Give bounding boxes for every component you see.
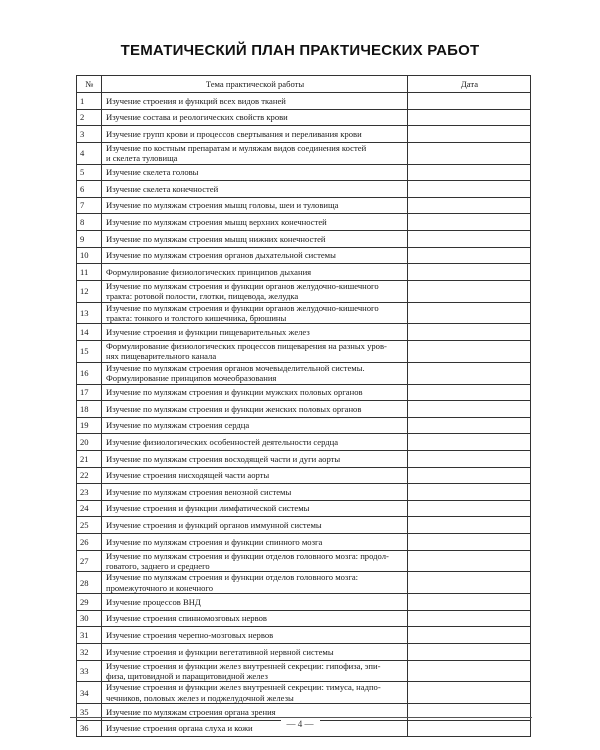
topic-line: тракта: ротовой полости, глотки, пищевода, желудка — [106, 291, 299, 302]
topic-line: Изучение по муляжам строения органов мочевыделительной системы. — [106, 362, 365, 373]
topic-line: Изучение строения и функции пищеварительных желез — [106, 326, 310, 337]
topic-line: Изучение строения и функции вегетативной нервной системы — [106, 646, 334, 657]
table-row — [77, 264, 531, 281]
table-row — [77, 660, 531, 682]
topic-line: Изучение скелета головы — [106, 167, 199, 178]
table-row — [77, 500, 531, 517]
row-date[interactable] — [408, 533, 531, 550]
topic-line: тракта: тонкого и толстого кишечника, брюшины — [106, 312, 287, 323]
table-row — [77, 627, 531, 644]
table-row — [77, 324, 531, 341]
row-date[interactable] — [408, 126, 531, 143]
row-number: 16 — [77, 362, 102, 384]
row-number: 1 — [77, 93, 102, 110]
row-date[interactable] — [408, 93, 531, 110]
row-date[interactable] — [408, 660, 531, 682]
table-row — [77, 247, 531, 264]
topic-line: Изучение по костным препаратам и муляжам видов соединения костей — [106, 142, 367, 153]
table-row — [77, 197, 531, 214]
row-date[interactable] — [408, 362, 531, 384]
table-row — [77, 214, 531, 231]
table-row — [77, 302, 531, 324]
row-topic — [102, 362, 408, 384]
row-date[interactable] — [408, 280, 531, 302]
topic-line: Изучение по муляжам строения мышц головы, шеи и туловища — [106, 200, 339, 211]
row-topic — [102, 660, 408, 682]
row-topic — [102, 340, 408, 362]
row-number: 31 — [77, 627, 102, 644]
row-topic — [102, 467, 408, 484]
row-date[interactable] — [408, 197, 531, 214]
topic-line: Изучение по муляжам строения венозной системы — [106, 486, 292, 497]
row-number: 21 — [77, 450, 102, 467]
row-number: 6 — [77, 181, 102, 198]
row-topic — [102, 214, 408, 231]
row-number: 7 — [77, 197, 102, 214]
topic-line: Изучение по муляжам строения восходящей части и дуги аорты — [106, 453, 341, 464]
row-topic — [102, 517, 408, 534]
row-topic — [102, 264, 408, 281]
table-row — [77, 417, 531, 434]
table-row — [77, 450, 531, 467]
table-row — [77, 517, 531, 534]
topic-line: Изучение по муляжам строения мышц нижних конечностей — [106, 233, 326, 244]
table-row — [77, 142, 531, 164]
table-row — [77, 93, 531, 110]
row-topic — [102, 682, 408, 704]
table-row — [77, 550, 531, 572]
row-number: 36 — [77, 720, 102, 737]
table-row — [77, 467, 531, 484]
row-topic — [102, 302, 408, 324]
row-date[interactable] — [408, 610, 531, 627]
row-topic — [102, 434, 408, 451]
row-topic — [102, 126, 408, 143]
table-row — [77, 610, 531, 627]
table-row — [77, 109, 531, 126]
row-number: 4 — [77, 142, 102, 164]
row-date[interactable] — [408, 164, 531, 181]
topic-line: Изучение строения органа слуха и кожи — [106, 723, 253, 734]
row-date[interactable] — [408, 627, 531, 644]
table-row — [77, 181, 531, 198]
table-row — [77, 164, 531, 181]
row-date[interactable] — [408, 302, 531, 324]
row-number: 8 — [77, 214, 102, 231]
table-row — [77, 362, 531, 384]
topic-line: Изучение процессов ВНД — [106, 596, 201, 607]
table-row — [77, 572, 531, 594]
row-number: 30 — [77, 610, 102, 627]
table-row — [77, 401, 531, 418]
row-topic — [102, 401, 408, 418]
row-date[interactable] — [408, 450, 531, 467]
row-topic — [102, 417, 408, 434]
row-number: 23 — [77, 484, 102, 501]
table-row — [77, 126, 531, 143]
row-topic — [102, 610, 408, 627]
column-header-num: № — [77, 76, 102, 93]
row-topic — [102, 197, 408, 214]
row-topic — [102, 142, 408, 164]
row-topic — [102, 550, 408, 572]
page-number: — 4 — — [281, 719, 320, 729]
table-row — [77, 340, 531, 362]
page-number-wrap — [0, 719, 600, 729]
row-topic — [102, 594, 408, 611]
topic-line: Изучение по муляжам строения и функции женских половых органов — [106, 403, 362, 414]
row-topic — [102, 109, 408, 126]
topic-line: Изучение строения и функций органов иммунной системы — [106, 519, 322, 530]
row-number: 33 — [77, 660, 102, 682]
topic-line: Изучение по муляжам строения и функции мужских половых органов — [106, 387, 363, 398]
table-row — [77, 682, 531, 704]
row-number: 34 — [77, 682, 102, 704]
table-row — [77, 594, 531, 611]
topic-line: Изучение по муляжам строения и функции спинного мозга — [106, 536, 323, 547]
row-number: 10 — [77, 247, 102, 264]
topic-line: Формулирование физиологических процессов пищеварения на разных уров- — [106, 340, 387, 351]
row-date[interactable] — [408, 230, 531, 247]
topic-line: Изучение по муляжам строения сердца — [106, 420, 250, 431]
row-date[interactable] — [408, 142, 531, 164]
topic-line: Формулирование физиологических принципов дыхания — [106, 266, 312, 277]
topic-line: нях пищеварительного канала — [106, 351, 217, 362]
row-date[interactable] — [408, 324, 531, 341]
row-topic — [102, 572, 408, 594]
topic-line: Формулирование принципов мочеобразования — [106, 373, 277, 384]
row-number: 13 — [77, 302, 102, 324]
row-number: 19 — [77, 417, 102, 434]
row-topic — [102, 533, 408, 550]
row-number: 27 — [77, 550, 102, 572]
topic-line: Изучение по муляжам строения и функции отделов головного мозга: продол- — [106, 550, 389, 561]
row-date[interactable] — [408, 484, 531, 501]
topic-line: Изучение групп крови и процессов свертывания и переливания крови — [106, 128, 362, 139]
thematic-plan-table — [76, 75, 531, 737]
row-topic — [102, 484, 408, 501]
row-number: 15 — [77, 340, 102, 362]
row-date[interactable] — [408, 517, 531, 534]
row-number: 20 — [77, 434, 102, 451]
row-date[interactable] — [408, 247, 531, 264]
page-title: ТЕМАТИЧЕСКИЙ ПЛАН ПРАКТИЧЕСКИХ РАБОТ — [120, 42, 480, 59]
row-number: 29 — [77, 594, 102, 611]
row-topic — [102, 230, 408, 247]
row-topic — [102, 450, 408, 467]
row-date[interactable] — [408, 109, 531, 126]
topic-line: Изучение физиологических особенностей деятельности сердца — [106, 436, 339, 447]
topic-line: Изучение строения и функции лимфатической системы — [106, 503, 310, 514]
row-number: 3 — [77, 126, 102, 143]
table-body — [77, 93, 531, 737]
topic-line: говатого, заднего и среднего — [106, 560, 210, 571]
topic-line: промежуточного и конечного — [106, 582, 214, 593]
row-number: 35 — [77, 704, 102, 721]
row-date[interactable] — [408, 594, 531, 611]
row-date[interactable] — [408, 643, 531, 660]
topic-line: Изучение по муляжам строения и функции органов желудочно-кишечного — [106, 280, 379, 291]
row-date[interactable] — [408, 434, 531, 451]
row-topic — [102, 247, 408, 264]
row-topic — [102, 280, 408, 302]
topic-line: Изучение по муляжам строения и функции отделов головного мозга: — [106, 572, 359, 583]
table-row — [77, 384, 531, 401]
row-number: 28 — [77, 572, 102, 594]
topic-line: Изучение по муляжам строения органов дыхательной системы — [106, 250, 336, 261]
row-date[interactable] — [408, 417, 531, 434]
row-date[interactable] — [408, 467, 531, 484]
row-topic — [102, 643, 408, 660]
row-date[interactable] — [408, 682, 531, 704]
table-row — [77, 533, 531, 550]
table-row — [77, 280, 531, 302]
row-number: 2 — [77, 109, 102, 126]
row-topic — [102, 324, 408, 341]
table-row — [77, 484, 531, 501]
table-row — [77, 643, 531, 660]
column-header-topic: Тема практической работы — [102, 76, 408, 93]
row-topic — [102, 627, 408, 644]
row-date[interactable] — [408, 264, 531, 281]
row-topic — [102, 500, 408, 517]
row-date[interactable] — [408, 181, 531, 198]
row-date[interactable] — [408, 214, 531, 231]
topic-line: Изучение скелета конечностей — [106, 183, 219, 194]
topic-line: Изучение строения и функции желез внутренней секреции: тимуса, надпо- — [106, 682, 381, 693]
row-number: 17 — [77, 384, 102, 401]
row-number: 9 — [77, 230, 102, 247]
row-number: 11 — [77, 264, 102, 281]
row-date[interactable] — [408, 384, 531, 401]
row-date[interactable] — [408, 550, 531, 572]
table-header-row — [77, 76, 531, 93]
topic-line: Изучение строения черепно-мозговых нервов — [106, 629, 274, 640]
row-topic — [102, 181, 408, 198]
row-number: 22 — [77, 467, 102, 484]
row-date[interactable] — [408, 572, 531, 594]
row-topic — [102, 384, 408, 401]
column-header-date: Дата — [408, 76, 531, 93]
footer-divider — [70, 717, 532, 718]
row-date[interactable] — [408, 340, 531, 362]
row-number: 25 — [77, 517, 102, 534]
topic-line: Изучение строения и функций всех видов тканей — [106, 95, 286, 106]
topic-line: чечников, половых желез и поджелудочной железы — [106, 692, 294, 703]
row-date[interactable] — [408, 401, 531, 418]
topic-line: физа, щитовидной и паращитовидной желез — [106, 670, 268, 681]
topic-line: Изучение строения и функции желез внутренней секреции: гипофиза, эпи- — [106, 660, 381, 671]
row-number: 5 — [77, 164, 102, 181]
row-number: 32 — [77, 643, 102, 660]
topic-line: Изучение по муляжам строения мышц верхних конечностей — [106, 216, 327, 227]
topic-line: и скелета туловища — [106, 153, 178, 164]
row-number: 18 — [77, 401, 102, 418]
topic-line: Изучение по муляжам строения органа зрения — [106, 706, 276, 717]
topic-line: Изучение состава и реологических свойств крови — [106, 112, 288, 123]
row-number: 14 — [77, 324, 102, 341]
row-topic — [102, 93, 408, 110]
row-date[interactable] — [408, 500, 531, 517]
topic-line: Изучение по муляжам строения и функции органов желудочно-кишечного — [106, 302, 379, 313]
row-number: 24 — [77, 500, 102, 517]
row-topic — [102, 164, 408, 181]
row-number: 12 — [77, 280, 102, 302]
topic-line: Изучение строения нисходящей части аорты — [106, 470, 270, 481]
table-row — [77, 434, 531, 451]
table-row — [77, 230, 531, 247]
topic-line: Изучение строения спинномозговых нервов — [106, 613, 267, 624]
row-number: 26 — [77, 533, 102, 550]
